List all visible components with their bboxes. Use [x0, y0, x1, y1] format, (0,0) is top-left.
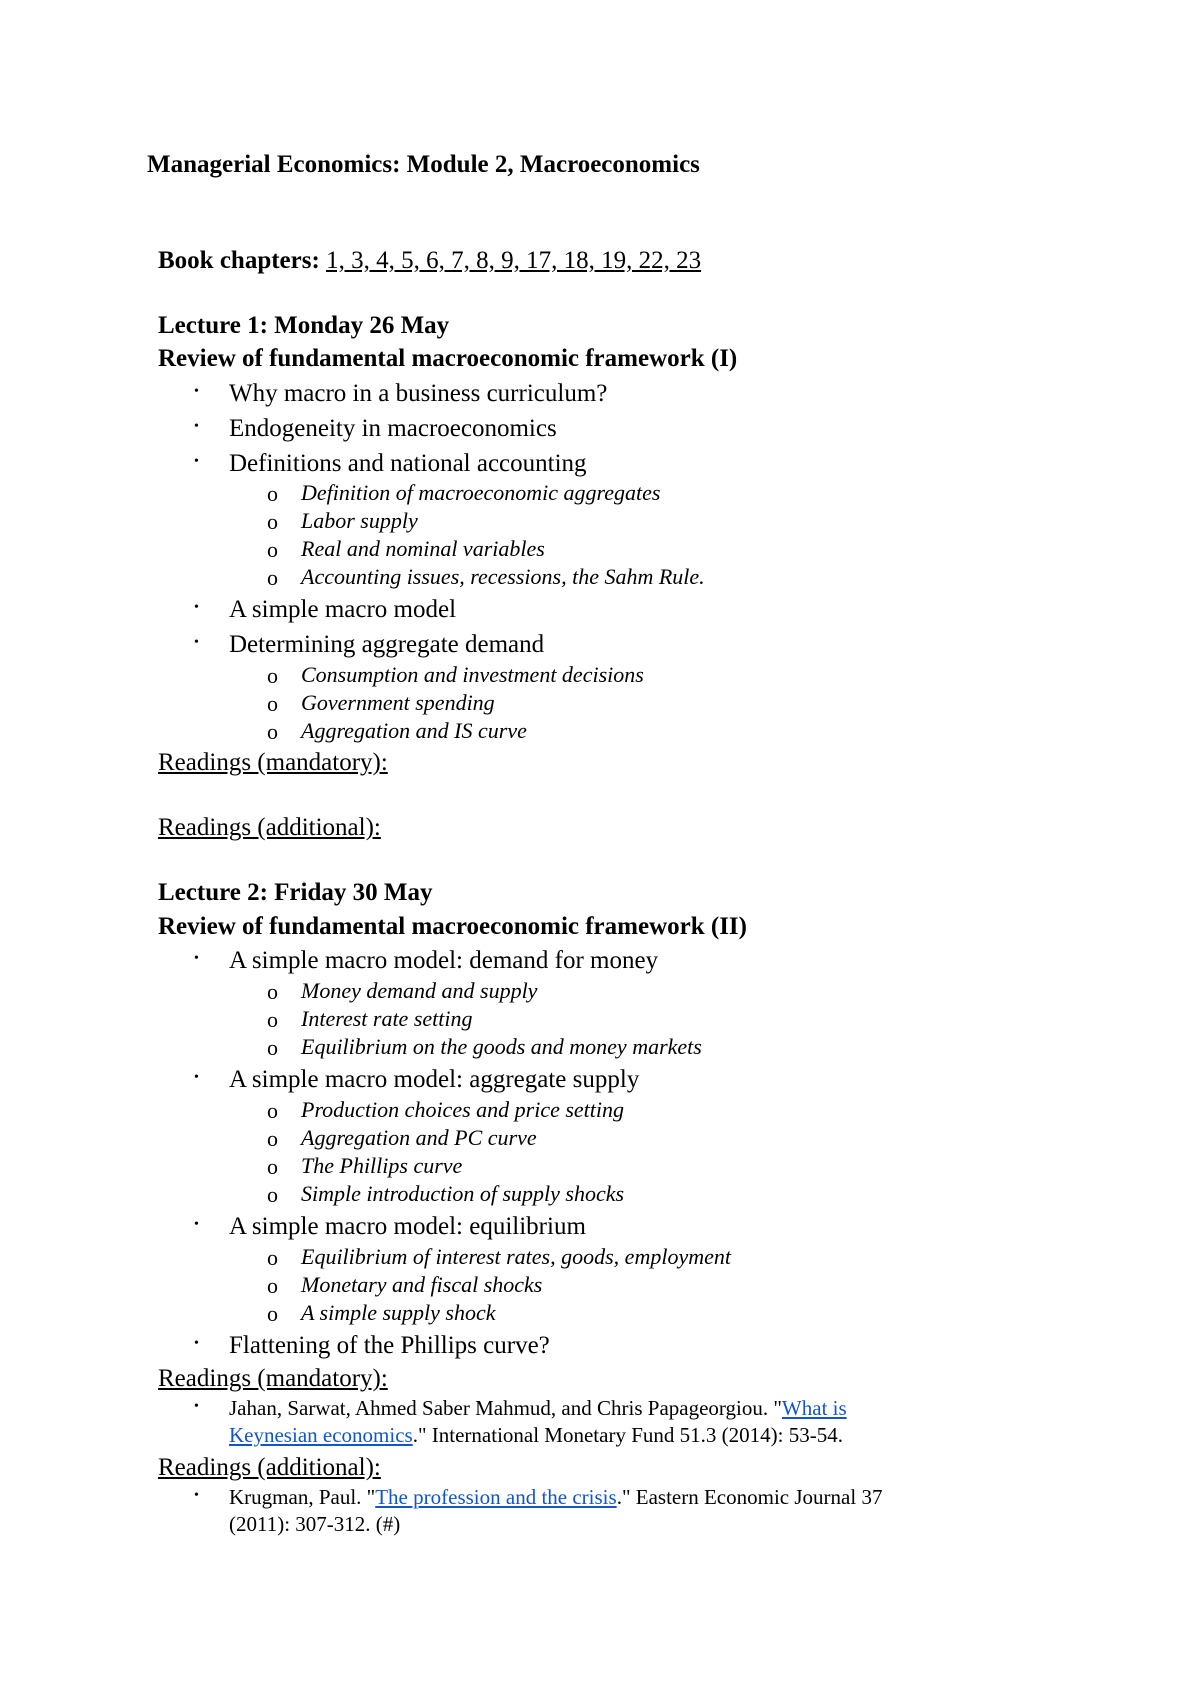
sub-bullet-icon: o [267, 1126, 278, 1151]
sub-bullet-icon: o [267, 509, 278, 534]
sub-list-item: Real and nominal variables [301, 536, 545, 561]
sub-bullet-icon: o [267, 1273, 278, 1298]
list-item: A simple macro model: demand for money [229, 947, 659, 974]
sub-bullet-icon: o [267, 1301, 278, 1326]
sub-list-item: The Phillips curve [301, 1153, 463, 1178]
sub-bullet-icon: o [267, 663, 278, 688]
bullet-icon: • [194, 951, 199, 966]
sub-list-item: Consumption and investment decisions [301, 662, 644, 687]
bullet-icon: • [194, 600, 199, 615]
lecture-1-subheading: Review of fundamental macroeconomic framework (I) [158, 345, 738, 372]
book-chapters-list: 1, 3, 4, 5, 6, 7, 8, 9, 17, 18, 19, 22, 23 [326, 247, 702, 274]
list-item: A simple macro model: aggregate supply [229, 1066, 640, 1093]
sub-list-item: Equilibrium on the goods and money markets [301, 1034, 702, 1059]
sub-bullet-icon: o [267, 1245, 278, 1270]
bullet-icon: • [194, 1488, 199, 1503]
reference-mandatory-line-2 [229, 1425, 843, 1446]
sub-list-item: Aggregation and PC curve [301, 1125, 537, 1150]
bullet-icon: • [194, 1070, 199, 1085]
sub-bullet-icon: o [267, 565, 278, 590]
sub-list-item: Labor supply [301, 508, 418, 533]
document-title: Managerial Economics: Module 2, Macroeconomics [147, 151, 700, 178]
lecture-2-subheading: Review of fundamental macroeconomic framework (II) [158, 913, 747, 940]
list-item: A simple macro model: equilibrium [229, 1213, 586, 1240]
bullet-icon: • [194, 635, 199, 650]
readings-additional-heading: Readings (additional): [158, 814, 381, 841]
reference-additional-line-1 [229, 1487, 882, 1508]
sub-list-item: Accounting issues, recessions, the Sahm Rule. [301, 564, 705, 589]
lecture-1-heading: Lecture 1: Monday 26 May [158, 312, 450, 339]
sub-list-item: Equilibrium of interest rates, goods, employment [301, 1244, 731, 1269]
sub-bullet-icon: o [267, 691, 278, 716]
bullet-icon: • [194, 454, 199, 469]
sub-list-item: Definition of macroeconomic aggregates [301, 480, 661, 505]
reference-text: ." Eastern Economic Journal 37 [616, 1485, 883, 1509]
book-chapters-label: Book chapters: [158, 247, 320, 274]
list-item: A simple macro model [229, 596, 457, 623]
bullet-icon: • [194, 1336, 199, 1351]
bullet-icon: • [194, 384, 199, 399]
sub-bullet-icon: o [267, 1007, 278, 1032]
sub-list-item: Government spending [301, 690, 495, 715]
reference-text: ." International Monetary Fund 51.3 (2014): 53-54. [412, 1423, 843, 1447]
sub-bullet-icon: o [267, 1098, 278, 1123]
bullet-icon: • [194, 1399, 199, 1414]
readings-mandatory-heading: Readings (mandatory): [158, 749, 388, 776]
lecture-2-heading: Lecture 2: Friday 30 May [158, 879, 433, 906]
sub-list-item: Interest rate setting [301, 1006, 473, 1031]
list-item: Endogeneity in macroeconomics [229, 415, 557, 442]
sub-list-item: Monetary and fiscal shocks [301, 1272, 543, 1297]
sub-list-item: Money demand and supply [301, 978, 538, 1003]
reference-text: Jahan, Sarwat, Ahmed Saber Mahmud, and Chris Papageorgiou. " [229, 1396, 782, 1420]
book-chapters-line [158, 248, 701, 273]
sub-bullet-icon: o [267, 481, 278, 506]
reference-mandatory-line-1 [229, 1398, 847, 1419]
sub-bullet-icon: o [267, 1154, 278, 1179]
list-item: Why macro in a business curriculum? [229, 380, 608, 407]
readings-additional-heading: Readings (additional): [158, 1454, 381, 1481]
sub-list-item: Simple introduction of supply shocks [301, 1181, 625, 1206]
sub-list-item: Aggregation and IS curve [301, 718, 527, 743]
sub-bullet-icon: o [267, 537, 278, 562]
sub-bullet-icon: o [267, 1035, 278, 1060]
list-item: Definitions and national accounting [229, 450, 587, 477]
sub-list-item: Production choices and price setting [301, 1097, 625, 1122]
sub-list-item: A simple supply shock [301, 1300, 496, 1325]
sub-bullet-icon: o [267, 979, 278, 1004]
list-item: Flattening of the Phillips curve? [229, 1332, 550, 1359]
reference-text: Krugman, Paul. " [229, 1485, 376, 1509]
reference-link[interactable]: The profession and the crisis [375, 1485, 617, 1509]
sub-bullet-icon: o [267, 1182, 278, 1207]
bullet-icon: • [194, 419, 199, 434]
sub-bullet-icon: o [267, 719, 278, 744]
readings-mandatory-heading: Readings (mandatory): [158, 1365, 388, 1392]
reference-link[interactable]: Keynesian economics [229, 1423, 413, 1447]
reference-link[interactable]: What is [781, 1396, 847, 1420]
bullet-icon: • [194, 1217, 199, 1232]
list-item: Determining aggregate demand [229, 631, 545, 658]
reference-additional-line-2: (2011): 307-312. (#) [229, 1512, 401, 1536]
